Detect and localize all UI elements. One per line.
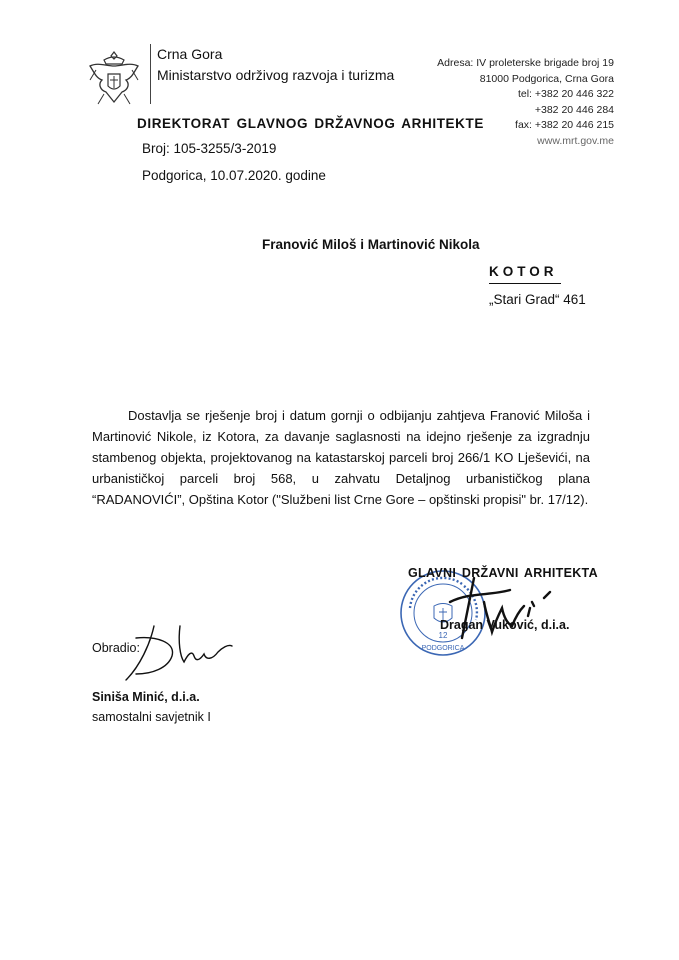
- recipient-city: KOTOR: [489, 264, 558, 279]
- directorate-title: DIREKTORAT GLAVNOG DRŽAVNOG ARHITEKTE: [137, 116, 484, 131]
- address-line: +382 20 446 284: [534, 103, 614, 116]
- address-line: Adresa: IV proleterske brigade broj 19: [437, 57, 614, 69]
- address-line: tel: +382 20 446 322: [517, 88, 614, 100]
- city-underline: [489, 283, 561, 284]
- coat-of-arms-icon: [86, 46, 142, 110]
- chief-name: Dragan Vuković, d.i.a.: [440, 618, 570, 632]
- author-name: Siniša Minić, d.i.a.: [92, 690, 200, 704]
- address-line: 81000 Podgorica, Crna Gora: [479, 72, 614, 85]
- header-divider: [150, 44, 151, 104]
- address-block: [437, 56, 614, 149]
- author-role: samostalni savjetnik I: [92, 710, 211, 724]
- website-link[interactable]: www.mrt.gov.me: [537, 134, 614, 147]
- country-name: Crna Gora: [157, 46, 223, 62]
- stamp-city: PODGORICA: [421, 645, 465, 652]
- prepared-by-label: Obradio:: [92, 641, 140, 655]
- address-line: fax: +382 20 446 215: [515, 119, 614, 131]
- recipient-name: Franović Miloš i Martinović Nikola: [262, 237, 480, 252]
- body-paragraph: Dostavlja se rješenje broj i datum gornji o odbijanju zahtjeva Franović Miloša i Martinović Nikole, iz Kotora, za davanje saglasnosti na idejno rješenje za izgradnju stambenog objekta, projektovanog na katastarskoj parceli broj 266/1 KO Lješevići, na urbanističkoj parceli broj 568, u zahvatu Detaljnog urbanističkog plana “RADANOVIĆI”, Opština Kotor ("Službeni list Crne Gore – opštinski propisi" br. 17/12).: [92, 408, 590, 507]
- document-number: Broj: 105-3255/3-2019: [142, 141, 277, 156]
- stamp-number: 12: [438, 631, 448, 640]
- chief-title: GLAVNI DRŽAVNI ARHITEKTA: [408, 566, 598, 580]
- ministry-name: Ministarstvo održivog razvoja i turizma: [157, 67, 395, 83]
- recipient-street: „Stari Grad“ 461: [489, 292, 586, 307]
- place-date: Podgorica, 10.07.2020. godine: [142, 168, 326, 183]
